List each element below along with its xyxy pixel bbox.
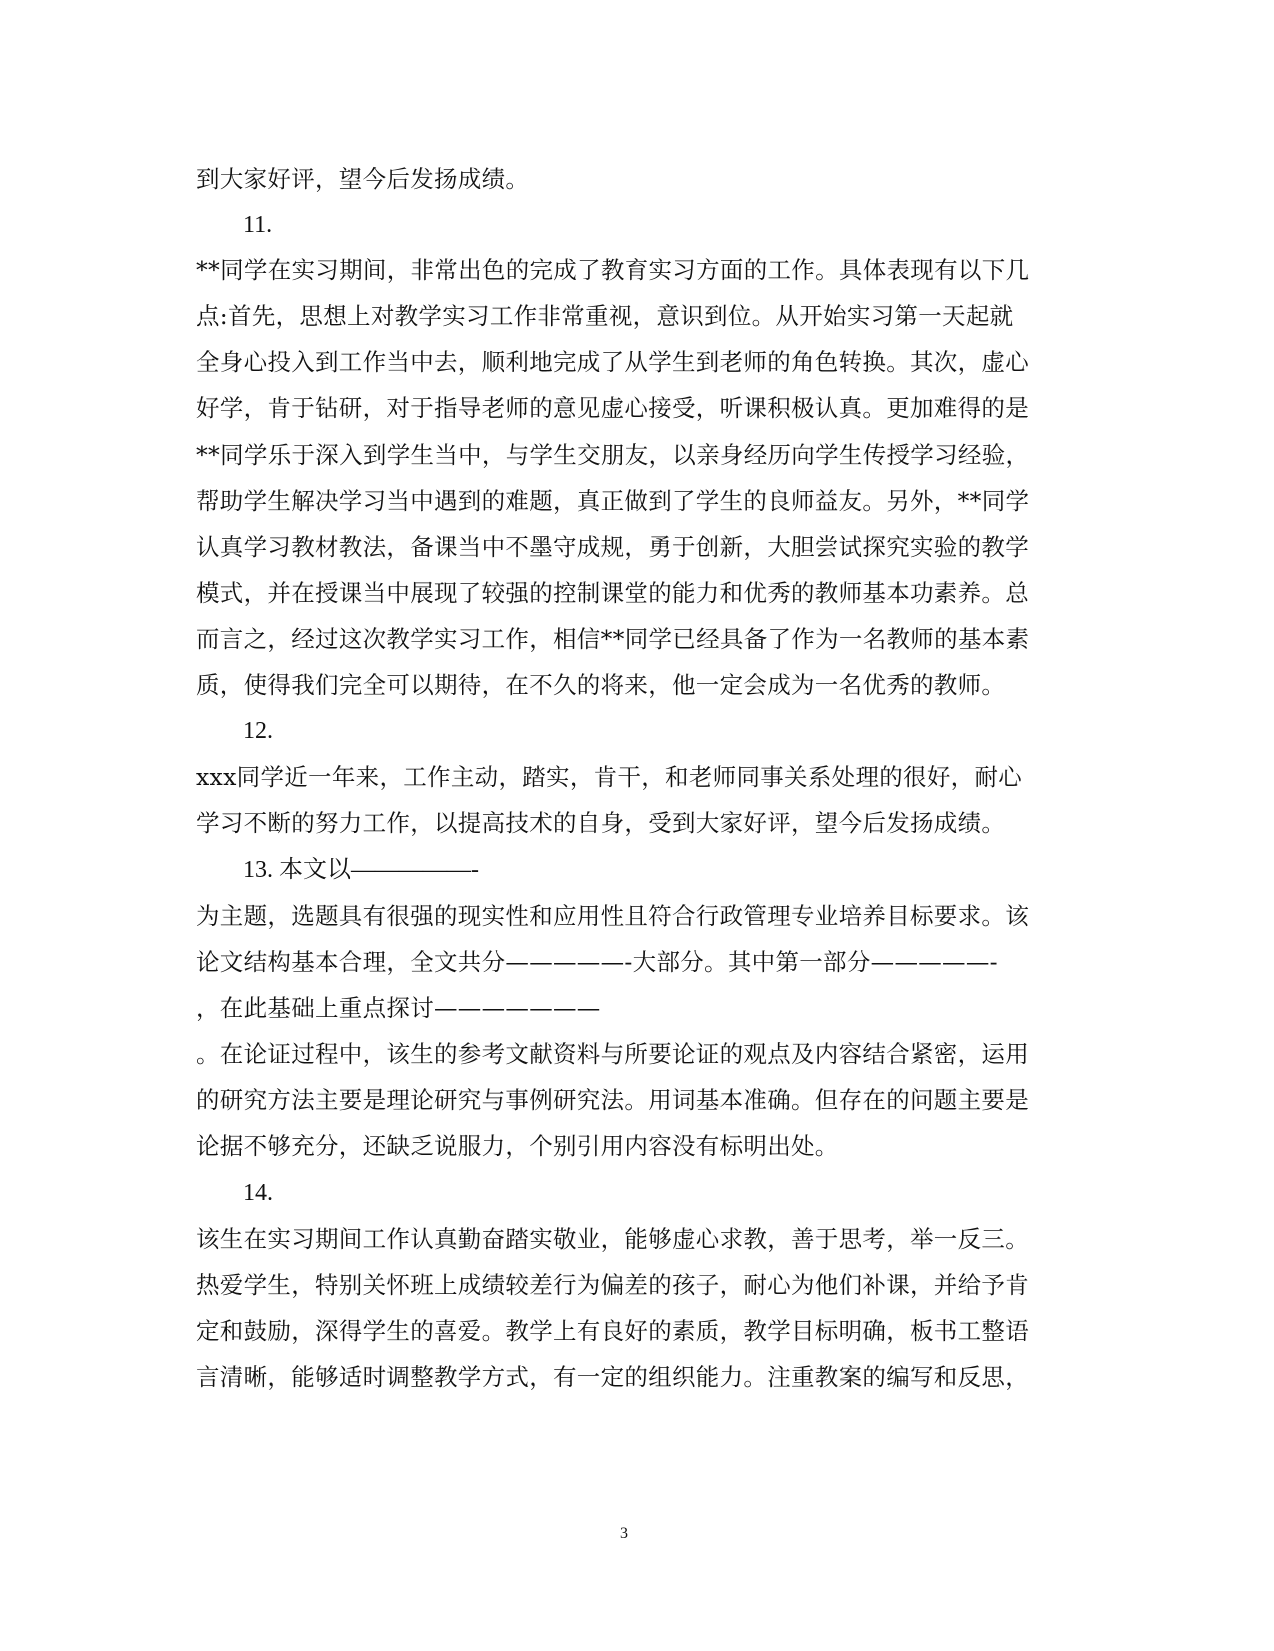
text-line: 认真学习教材教法，备课当中不墨守成规，勇于创新，大胆尝试探究实验的教学 bbox=[196, 533, 1029, 561]
section-number-14: 14. bbox=[243, 1180, 273, 1206]
text-line: 好学，肯于钻研，对于指导老师的意见虚心接受，听课积极认真。更加难得的是 bbox=[196, 394, 1029, 422]
text-line: 模式，并在授课当中展现了较强的控制课堂的能力和优秀的教师基本功素养。总 bbox=[196, 579, 1029, 607]
text-line: 而言之，经过这次教学实习工作，相信**同学已经具备了作为一名教师的基本素 bbox=[196, 625, 1030, 653]
text-line: 的研究方法主要是理论研究与事例研究法。用词基本准确。但存在的问题主要是 bbox=[196, 1086, 1029, 1114]
text-line: 言清晰，能够适时调整教学方式，有一定的组织能力。注重教案的编写和反思， bbox=[196, 1363, 1029, 1391]
text-line: 热爱学生，特别关怀班上成绩较差行为偏差的孩子，耐心为他们补课，并给予肯 bbox=[196, 1271, 1029, 1299]
text-line: xxx同学近一年来，工作主动，踏实，肯干，和老师同事关系处理的很好，耐心 bbox=[196, 763, 1023, 791]
text-line: 论据不够充分，还缺乏说服力，个别引用内容没有标明出处。 bbox=[196, 1132, 839, 1160]
section-number-11: 11. bbox=[243, 212, 273, 238]
text-line: **同学在实习期间，非常出色的完成了教育实习方面的工作。具体表现有以下几 bbox=[196, 256, 1030, 284]
text-line: 。在论证过程中，该生的参考文献资料与所要论证的观点及内容结合紧密，运用 bbox=[196, 1040, 1029, 1068]
text-line: 该生在实习期间工作认真勤奋踏实敬业，能够虚心求教，善于思考，举一反三。 bbox=[196, 1225, 1029, 1253]
text-line: 点:首先，思想上对教学实习工作非常重视，意识到位。从开始实习第一天起就 bbox=[196, 302, 1014, 330]
text-line: 为主题，选题具有很强的现实性和应用性且符合行政管理专业培养目标要求。该 bbox=[196, 902, 1029, 930]
text-line: 到大家好评，望今后发扬成绩。 bbox=[196, 165, 530, 193]
text-line: 定和鼓励，深得学生的喜爱。教学上有良好的素质，教学目标明确，板书工整语 bbox=[196, 1317, 1029, 1345]
text-line: ，在此基础上重点探讨——————— bbox=[196, 994, 601, 1022]
page-number: 3 bbox=[620, 1525, 628, 1542]
text-line: 质，使得我们完全可以期待，在不久的将来，他一定会成为一名优秀的教师。 bbox=[196, 671, 1006, 699]
text-line: 帮助学生解决学习当中遇到的难题，真正做到了学生的良师益友。另外，**同学 bbox=[196, 487, 1030, 515]
section-number-13: 13. 本文以—————- bbox=[243, 857, 479, 883]
text-line: 学习不断的努力工作，以提高技术的自身，受到大家好评，望今后发扬成绩。 bbox=[196, 809, 1006, 837]
text-line: 全身心投入到工作当中去，顺利地完成了从学生到老师的角色转换。其次，虚心 bbox=[196, 348, 1029, 376]
section-number-12: 12. bbox=[243, 718, 273, 744]
text-line: 论文结构基本合理，全文共分—————-大部分。其中第一部分—————- bbox=[196, 948, 998, 976]
text-line: **同学乐于深入到学生当中，与学生交朋友，以亲身经历向学生传授学习经验， bbox=[196, 441, 1030, 469]
